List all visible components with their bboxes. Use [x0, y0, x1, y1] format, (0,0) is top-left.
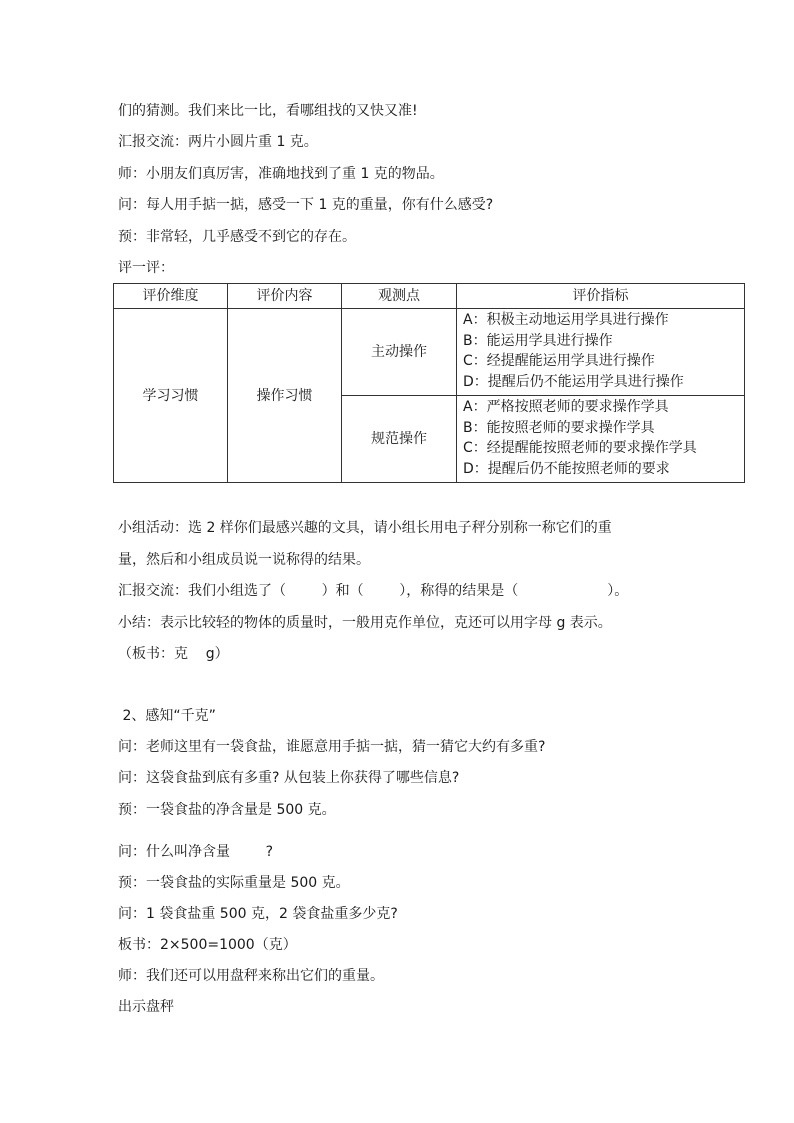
paragraph: 预：非常轻，几乎感受不到它的存在。	[118, 229, 356, 245]
paragraph: 问：1 袋食盐重 500 克，2 袋食盐重多少克?	[118, 906, 398, 922]
table-header-row	[114, 284, 745, 309]
observation-point-cell: 规范操作	[342, 396, 457, 483]
criteria-item: A：严格按照老师的要求操作学具	[463, 399, 669, 415]
paragraph: 出示盘秤	[118, 999, 174, 1015]
table-header-cell: 观测点	[342, 284, 457, 309]
paragraph: 问：每人用手掂一掂，感受一下 1 克的重量，你有什么感受?	[118, 197, 494, 213]
criteria-item: C：经提醒能按照老师的要求操作学具	[463, 440, 697, 456]
evaluation-table	[113, 283, 745, 483]
table-row	[114, 309, 745, 396]
paragraph: 预：一袋食盐的实际重量是 500 克。	[118, 875, 350, 891]
criteria-item: A：积极主动地运用学具进行操作	[463, 312, 669, 328]
paragraph: 们的猜测。我们来比一比，看哪组找的又快又准!	[118, 103, 418, 119]
criteria-item: B：能运用学具进行操作	[463, 332, 613, 349]
dimension-cell: 学习习惯	[114, 309, 228, 483]
table-header-cell: 评价维度	[114, 284, 228, 309]
table-header-cell: 评价指标	[457, 284, 745, 309]
paragraph: 师：小朋友们真厉害，准确地找到了重 1 克的物品。	[118, 166, 444, 182]
criteria-item: D：提醒后仍不能运用学具进行操作	[463, 373, 684, 390]
paragraph: 问：这袋食盐到底有多重? 从包装上你获得了哪些信息?	[118, 770, 460, 786]
paragraph: 小组活动：选 2 样你们最感兴趣的文具，请小组长用电子秤分别称一称它们的重	[118, 520, 612, 536]
paragraph: 问：什么叫净含量 ?	[118, 844, 274, 860]
observation-point-cell: 主动操作	[342, 309, 457, 396]
paragraph: 师：我们还可以用盘秤来称出它们的重量。	[118, 968, 384, 984]
section-heading: 2、感知“千克”	[118, 708, 216, 724]
table-header-cell: 评价内容	[228, 284, 342, 309]
paragraph: （板书：克 g）	[118, 646, 229, 662]
paragraph: 评一评：	[118, 260, 174, 276]
criteria-item: D：提醒后仍不能按照老师的要求	[463, 460, 670, 477]
paragraph: 预：一袋食盐的净含量是 500 克。	[118, 802, 336, 818]
criteria-item: C：经提醒能运用学具进行操作	[463, 353, 655, 369]
criteria-cell	[457, 396, 745, 483]
paragraph: 汇报交流：我们小组选了（ ）和（ ），称得的结果是（ ）。	[118, 583, 629, 599]
paragraph: 汇报交流：两片小圆片重 1 克。	[118, 134, 318, 150]
criteria-item: B：能按照老师的要求操作学具	[463, 419, 655, 436]
paragraph: 问：老师这里有一袋食盐，谁愿意用手掂一掂，猜一猜它大约有多重?	[118, 739, 546, 755]
paragraph: 小结：表示比较轻的物体的质量时，一般用克作单位，克还可以用字母 g 表示。	[118, 615, 612, 631]
paragraph: 板书：2×500=1000（克）	[118, 937, 297, 953]
criteria-cell	[457, 309, 745, 396]
paragraph: 量，然后和小组成员说一说称得的结果。	[118, 552, 370, 568]
content-cell: 操作习惯	[228, 309, 342, 483]
